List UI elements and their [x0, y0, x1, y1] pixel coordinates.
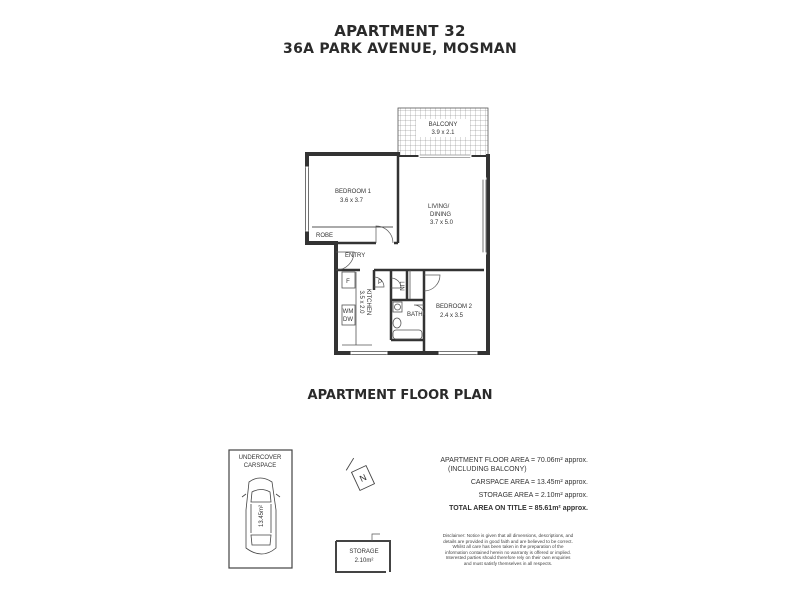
- floor-area: APARTMENT FLOOR AREA = 70.06m² approx.: [440, 457, 588, 464]
- entry-label: ENTRY: [345, 253, 366, 259]
- carspace-size: 13.45m²: [259, 504, 265, 528]
- balcony-label: BALCONY: [428, 122, 458, 128]
- wm-label: WM: [342, 309, 354, 315]
- linen-label: LIN: [398, 281, 404, 291]
- north-arrow-icon: [343, 455, 375, 492]
- fridge-label: F: [346, 279, 350, 285]
- living-size: 3.7 x 5.0: [430, 220, 454, 226]
- storage: [336, 534, 390, 572]
- area-summary: [418, 457, 588, 518]
- bedroom1-label: BEDROOM 1: [335, 189, 372, 195]
- carspace-label-1: UNDERCOVER: [238, 455, 282, 461]
- compass-letter: N: [357, 472, 369, 484]
- bath-label: BATH: [407, 312, 423, 318]
- robe: [312, 227, 393, 239]
- carspace: [229, 450, 292, 568]
- total-area: TOTAL AREA ON TITLE = 85.61m² approx.: [449, 505, 588, 512]
- dw-label: DW: [343, 317, 353, 323]
- robe-label: ROBE: [316, 233, 334, 239]
- interior-walls: [307, 156, 484, 353]
- kitchen-label: KITCHEN: [365, 288, 371, 316]
- balcony: [398, 108, 488, 156]
- apartment-title: APARTMENT 32: [334, 22, 466, 40]
- disclaimer: Disclaimer: Notice is given that all dimensions, descriptions, and details are provided in good faith and are believed to be correct. Whilst all care has been taken in the preparation of the information contained herein no warranty is offered or implied. Interested parties should therefore rely on their own enquiries and must satisfy themselves in all respects.: [442, 533, 574, 566]
- floor-plan-title: APARTMENT FLOOR PLAN: [307, 388, 493, 403]
- balcony-size: 3.9 x 2.1: [431, 130, 455, 136]
- storage-size: 2.10m²: [354, 558, 374, 564]
- floor-area-note: (INCLUDING BALCONY): [448, 466, 527, 473]
- living-label-2: DINING: [430, 212, 451, 218]
- bedroom2-label: BEDROOM 2: [436, 304, 473, 310]
- carspace-label-2: CARSPACE: [243, 463, 277, 469]
- storage-label: STORAGE: [349, 549, 379, 555]
- pantry-label: P: [377, 280, 383, 286]
- storage-area: STORAGE AREA = 2.10m² approx.: [478, 492, 588, 499]
- kitchen-size: 3.5 x 2.0: [358, 290, 364, 314]
- living-label-1: LIVING/: [428, 204, 450, 210]
- bedroom2-size: 2.4 x 3.5: [440, 313, 464, 319]
- carspace-area: CARSPACE AREA = 13.45m² approx.: [470, 479, 588, 486]
- address: 36A PARK AVENUE, MOSMAN: [283, 41, 517, 57]
- bedroom1-size: 3.6 x 3.7: [340, 198, 364, 204]
